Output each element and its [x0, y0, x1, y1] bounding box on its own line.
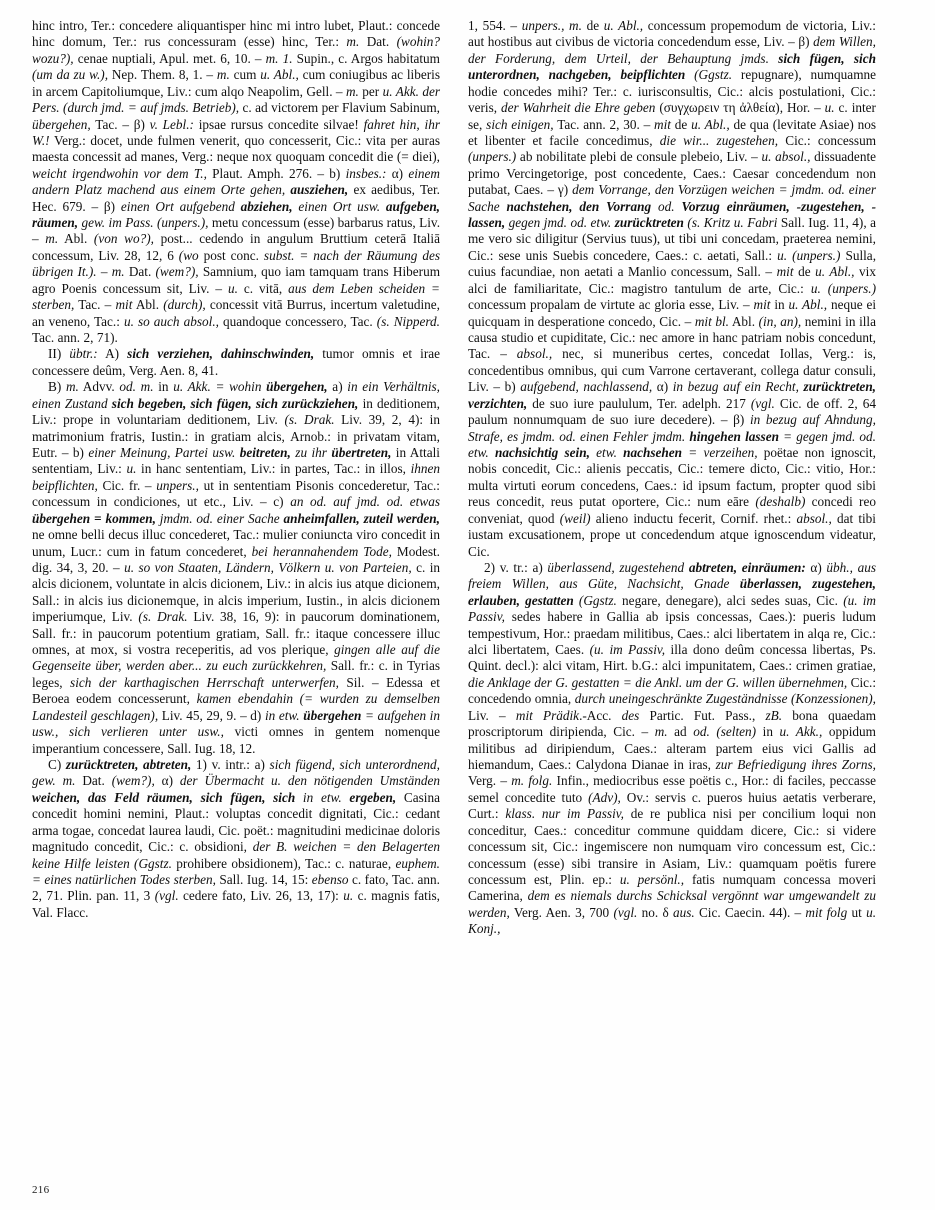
italic-run: = verzeihen, — [682, 444, 758, 460]
italic-run: m. — [216, 67, 230, 83]
italic-run: in etw. — [295, 789, 342, 805]
roman-run: Tac. ann. 2, 71). — [32, 330, 118, 346]
roman-run: Supin., c. Argos habitatum — [292, 50, 440, 66]
roman-run: concessum propalam de virtute ac gloria esse, Liv. – — [468, 297, 754, 313]
roman-run: c. ad victorem per Flavium Sabinum, — [239, 100, 440, 116]
bold-italic-run: nachstehen, den Vorrang — [499, 198, 652, 214]
roman-run: Sulla, cuius facundiae, non aetati a Manlio concessum, Sall. – — [468, 247, 877, 280]
roman-run: nec, si muneribus certes, concedat Iollas, Verg.: is, concedentibus omnibus, qui cum Varrone certaverant, collega datur consuli, Liv. – b) — [468, 346, 876, 395]
roman-run: negare, denegare), alci sedes suas, Cic. — [616, 592, 844, 608]
roman-run: Liv. 38, 16, 9): in paucorum dominationem, Sall. fr.: in paucorum potentium gratiam, Sall. fr.: itaque concessere illuc omnes, at mox, si vostra receperitis, ad vos plerique, — [32, 609, 440, 658]
bold-italic-run: nachsichtig sein, — [488, 444, 590, 460]
italic-run: klass. nur im Passiv, — [505, 806, 624, 822]
italic-run: ebenso — [311, 871, 349, 887]
roman-run: tumor omnis et irae concessere deûm, Verg. Aen. 8, 41. — [32, 346, 440, 378]
italic-run: u. Abl., — [603, 18, 644, 33]
roman-run: Dat. — [75, 773, 112, 789]
italic-run: (u. im Passiv, — [468, 592, 877, 625]
roman-run: Liv. 39, 2, 4): in matrimonium fratris, Iustin.: in gratiam alcis, Arnob.: in privatam vitam, Eutr. – b) — [32, 412, 440, 460]
bold-italic-run: nachsehen — [616, 444, 683, 460]
italic-run: (unpers.) — [468, 149, 517, 165]
italic-run: absol., — [796, 510, 832, 526]
roman-run: ex aedibus, Ter. Hec. 679. – β) — [32, 182, 440, 214]
roman-run: repugnare), numquamne hodie concedes mihi? Ter.: c. iurisconsultis, Cic.: alcis postulationi, Cic.: veris, — [468, 67, 877, 116]
italic-run: u. persönl., — [619, 871, 685, 887]
roman-run: Verg. – — [468, 773, 512, 789]
roman-run: c. in alcis dicionem, voluntate in alcis dicionem, Liv.: in alcis ius atque dicionem, Sall.: in alcis ius dicionemque, in alcis imperium, Iustin., in alcis dicionem imperiumque, Liv. — [32, 559, 441, 625]
italic-run: weicht irgendwohin vor dem T., — [32, 165, 207, 181]
italic-run: m. — [654, 724, 668, 740]
italic-run: sich der karthagischen Herrschaft unterwerfen, — [70, 674, 339, 690]
italic-run: übtr.: — [69, 346, 98, 362]
italic-run: an od. auf jmd. od. etwas — [290, 494, 440, 510]
roman-run: no. δ — [637, 904, 673, 920]
roman-run: Liv. 45, 29, 9. – d) — [158, 707, 265, 723]
roman-run: dissuadente primo Vercingetorige, post concedente, Caes.: Caesar concedendum non putabat, Caes. – γ) — [468, 149, 877, 198]
roman-run: Cic.: concessum — [778, 132, 877, 148]
italic-run: u. absol., — [761, 149, 811, 165]
roman-run: ne omne belli decus illuc concederet, Tac.: mulier coniuncta viro concedit in unum, Lucr.: cum in fatum concederet, — [32, 527, 440, 559]
bold-italic-run: überlassen, zugestehen, erlauben, gestatten — [468, 576, 876, 608]
italic-run: m. — [345, 83, 359, 99]
italic-run: (wohin? wozu?), — [32, 34, 440, 66]
left-paragraph — [32, 18, 440, 346]
italic-run: die Anklage der G. gestatten = die Ankl. um der G. willen übernehmen, — [468, 674, 848, 690]
roman-run: cenae nuptiali, Apul. met. 6, 10. – — [73, 50, 266, 66]
italic-run: der Wahrheit die Ehre geben — [501, 100, 656, 116]
roman-run: A) — [97, 346, 128, 362]
italic-run: u. — [824, 100, 835, 116]
italic-run: (Ggstz. — [573, 592, 617, 608]
italic-run: mit bl. — [694, 313, 729, 329]
left-text-column — [32, 18, 440, 1136]
roman-run: II) — [48, 346, 70, 362]
roman-run: alieno inductu fecerit, Cornif. rhet.: — [590, 510, 797, 526]
italic-run: dem Willen, der Forderung, dem Urteil, der Behauptung jmds. — [468, 34, 876, 66]
roman-run: de re publica nisi per concilium loqui non conceditur, Caes.: conceditur commune quiddam dicere, Cic.: si videre concessum sit, Cic.: ingemiscere non numquam viro concessum est, Cic.: concessum (esse) sibi transire in Asiam, Liv.: quamquam poëtis furere concessum est, Plin. ep.: — [468, 806, 876, 887]
italic-run: u. — [343, 888, 354, 904]
italic-run: fahret hin, ihr W.! — [32, 116, 440, 148]
italic-run: einen Ort aufgebend — [120, 198, 235, 214]
italic-run: (s. Nipperd. — [376, 313, 440, 329]
roman-run: de suo iure paululum, Ter. adelph. 217 — [527, 395, 751, 411]
italic-run: (vgl. — [154, 888, 179, 904]
two-column-body — [32, 18, 903, 1136]
roman-run: in Attali sententiam, Liv.: — [32, 444, 440, 477]
roman-run: Sil. – Edessa et Beroea eodem concesserunt, — [32, 674, 440, 707]
roman-run: concessum propemodum de victoria, Liv.: aut hostibus aut civibus de victoria concedendum esse, Liv. – β) — [468, 18, 876, 50]
roman-run: cum coniugibus ac liberis in arcem Capitoliumque, Liv.: cum alqo Neapolim, Gell. – — [32, 67, 440, 99]
roman-run: de — [581, 18, 604, 33]
bold-italic-run: abziehen, — [234, 198, 293, 214]
roman-run: post conc. — [198, 247, 264, 263]
italic-run: euphem. = eines natürlichen Todes sterben, — [32, 855, 440, 887]
bold-italic-run: Vorzug einräumen, -zugestehen, -lassen, — [468, 198, 876, 231]
roman-run: c. magnis fatis, Val. Flacc. — [32, 888, 440, 920]
roman-run: metu concessum (esse) barbarus ratus, Liv. – — [32, 215, 441, 247]
bold-italic-run: abtreten, einräumen: — [684, 559, 806, 575]
italic-run: m. — [346, 34, 360, 50]
italic-run: mit Prädik — [515, 707, 580, 723]
right-text-column — [468, 18, 876, 1136]
roman-run: in — [756, 724, 780, 740]
italic-run: (vgl. — [613, 904, 638, 920]
roman-run: Abl. — [728, 313, 759, 329]
bold-italic-run: übergehen, — [261, 379, 328, 395]
italic-run: u. Abl., — [260, 67, 299, 83]
italic-run: einer Meinung, Partei usw. — [88, 444, 236, 460]
italic-run: u. Konj., — [468, 904, 876, 937]
italic-run: mit — [753, 297, 771, 313]
roman-run: ut in sententiam Pisonis concederetur, Tac.: concessum in condiciones, ut etc., Liv. – c) — [32, 477, 440, 510]
italic-run: (wem?), — [155, 264, 199, 280]
italic-run: = gegen jmd. od. etw. — [468, 428, 876, 460]
roman-run: sedes habere in Gallia ab ipsis concessas, Caes.): pueris ludum tempestivum, Hor.: praedam militibus, Caes.: alci libertatem in alqa re, Cic.: alci libertatem, Caes. — [468, 609, 876, 658]
italic-run: jmdm. od. einer Sache — [155, 510, 280, 526]
italic-run: (vgl. — [750, 395, 775, 411]
italic-run: u. (unpers.) — [777, 247, 841, 263]
bold-italic-run: übergehen = kommen, — [32, 510, 156, 526]
bold-italic-run: beitreten, — [235, 444, 291, 460]
bold-italic-run: hingehen lassen — [685, 428, 779, 444]
roman-run: Cic. Caecin. 44). – — [694, 904, 806, 920]
italic-run: gingen alle auf die Gegenseite über, werden aber... zu euch zurückkehren, — [32, 642, 440, 674]
italic-run: m. — [45, 231, 59, 247]
roman-run: Tac. ann. 2, 30. – — [553, 116, 655, 132]
italic-run: kamen ebendahin (= wurden zu demselben Landesteil geschlagen), — [32, 691, 440, 723]
italic-run: (Ggstz. — [685, 67, 733, 83]
roman-run: (συγχωρειν τη ἀλθεία), Hor. – — [655, 100, 825, 116]
roman-run: Casina concedit homini nemini, Plaut.: voluptas concedit dignitati, Cic.: cedant arma togae, concedat laurea laudi, Cic. poët.: magnitudini medicinae doloris magnitudo concedit, Cic.: c. obsidioni, — [32, 789, 440, 855]
roman-run: Modest. dig. 34, 3, 20. – — [32, 543, 440, 575]
roman-run: 1, 554. – — [468, 18, 522, 33]
italic-run: u. Abl., — [815, 264, 855, 280]
italic-run: aus. — [672, 904, 695, 920]
italic-run: zur Befriedigung ihres Zorns, — [715, 756, 876, 772]
italic-run: od. m. — [119, 379, 154, 395]
roman-run: concedi reo conveniat, quod — [468, 494, 876, 526]
roman-run: nemini in illa causa studio et cupiditate, Cic.: nec amore in hanc patriam nobis concedunt, Tac. – — [468, 313, 876, 362]
italic-run: m. — [65, 379, 79, 395]
italic-run: aus dem Leben scheiden = sterben, — [32, 280, 440, 313]
italic-run: u. so von Staaten, Ländern, Völkern u. von Parteien, — [124, 559, 412, 575]
roman-run: quandoque concessero, Tac. — [218, 313, 377, 329]
italic-run: etw. — [589, 444, 617, 460]
bold-italic-run: übergehen — [299, 707, 362, 723]
italic-run: insbes.: — [345, 165, 387, 181]
italic-run: u. Akk. = wohin — [173, 379, 262, 395]
roman-run: fatis numquam concessa moveri Camerina, — [468, 871, 876, 904]
italic-run: übh., aus freiem Willen, aus Güte, Nachsicht, Gnade — [468, 559, 876, 592]
roman-run: α) — [652, 379, 673, 395]
italic-run: u. Akk. der Pers. (durch jmd. = auf jmds. Betrieb), — [32, 83, 441, 116]
roman-run: cum — [229, 67, 261, 83]
roman-run: ut — [847, 904, 867, 920]
italic-run: gegen jmd. od. etw. — [505, 215, 612, 231]
roman-run: Cic. fr. – — [97, 477, 157, 493]
roman-run: ad — [667, 724, 694, 740]
italic-run: (u. im Passiv, — [589, 642, 666, 658]
italic-run: übergehen, — [32, 116, 91, 132]
italic-run: (um da zu w.), — [32, 67, 109, 83]
right-paragraph — [468, 18, 876, 560]
roman-run: ipsae rursus concedite silvae! — [193, 116, 364, 132]
roman-run: cedere fato, Liv. 26, 13, 17): — [178, 888, 344, 904]
roman-run: α) — [805, 559, 827, 575]
italic-run: u. so auch absol., — [123, 313, 219, 329]
roman-run: ab nobilitate plebi de consule plebeio, Liv. – — [516, 149, 762, 165]
roman-run: c. inter se, — [468, 100, 876, 132]
italic-run: bei herannahendem Tode, — [251, 543, 392, 559]
italic-run: unpers., — [156, 477, 199, 493]
italic-run: einen Ort usw. — [292, 198, 381, 214]
roman-run: Dat. — [359, 34, 397, 50]
italic-run: (s. Drak. — [284, 412, 335, 428]
roman-run: Abl. — [132, 297, 164, 313]
italic-run: sich fügend, sich unterordnend, gew. m. — [32, 756, 440, 789]
roman-run: α) — [154, 773, 180, 789]
roman-run: Tac. – — [74, 297, 116, 313]
italic-run: dem es niemals durchs Schicksal vergönnt war umgewandelt zu werden, — [468, 888, 876, 920]
italic-run: (in, an), — [758, 313, 802, 329]
roman-run: de — [793, 264, 816, 280]
italic-run: (deshalb) — [755, 494, 806, 510]
bold-italic-run: zurücktreten, abtreten, — [65, 756, 192, 772]
roman-run: Sall. fr.: c. in Tyrias leges, — [32, 658, 440, 690]
roman-run: oppidum militibus ad diripiendum, Caes.: alteram partem eius vici Gallis ad hiemandum, Caes.: Calydona Dianae in iras, — [468, 724, 876, 772]
italic-run: aufgebend, nachlassend, — [520, 379, 653, 395]
italic-run: subst. = nach der Räumung des übrigen It.). — [32, 247, 440, 280]
bold-italic-run: übertreten, — [326, 444, 392, 460]
right-paragraph — [468, 560, 876, 938]
italic-run: u. — [126, 461, 137, 477]
italic-run: in bezug auf ein Recht, — [672, 379, 799, 395]
roman-run: Advv. — [78, 379, 120, 395]
roman-run: Plaut. Amph. 276. – b) — [206, 165, 346, 181]
italic-run: u. Abl., — [691, 116, 730, 132]
italic-run: einem andern Platz machend aus einem Orte gehen, — [32, 165, 440, 198]
italic-run: (Adv), — [588, 789, 621, 805]
roman-run: poëtae non ignoscit, nobis concedit, Cic.: alienis peccatis, Cic.: temere dicto, Cic.: vitio, Hor.: multa virtuti eorum concedens, Caes.: id ipsum factum, propter quod sibi reus concedit, reus putat oportere, Cic.: num eāre — [468, 444, 876, 510]
italic-run: (s. Kritz u. Fabri — [683, 215, 778, 231]
roman-run: α) — [386, 165, 409, 181]
left-paragraph — [32, 379, 440, 757]
roman-run: bona quaedam proscriptorum diripienda, Cic. – — [468, 707, 876, 740]
roman-run: dat tibi iustam excusationem, prope ut concedendum atque ignoscendum videatur, Cic. — [468, 510, 876, 559]
italic-run: sich einigen, — [486, 116, 554, 132]
roman-run: vix alci de familiaritate, Cic.: magistro tantulum de arte, Cic.: — [468, 264, 876, 296]
roman-run: Cic. de off. 2, 64 paulum nonnumquam de suo iure decedere). – β) — [468, 395, 876, 428]
bold-italic-run: sich begeben, sich fügen, sich zurückziehen, — [107, 395, 359, 411]
roman-run: Samnium, quo iam tamquam trans Hiberum agro Poenis concessum sit, Liv. – — [32, 264, 440, 296]
italic-run: u. Akk., — [779, 724, 823, 740]
italic-run: (von wo?), — [93, 231, 154, 247]
italic-run: mit folg — [805, 904, 848, 920]
italic-run: gew. im Pass. (unpers.), — [78, 215, 209, 231]
left-paragraph — [32, 757, 440, 921]
roman-run: neque ei quicquam in desperatione concedo, Cic. – — [468, 297, 877, 329]
italic-run: (wo — [178, 247, 199, 263]
roman-run: de — [670, 116, 692, 132]
left-paragraph — [32, 346, 440, 379]
bold-italic-run: zurücktreten, verzichten, — [468, 379, 876, 411]
roman-run: Liv. – — [468, 707, 516, 723]
italic-run: in ein Verhältnis, einen Zustand — [32, 379, 440, 411]
italic-run: od. (selten) — [693, 724, 757, 740]
italic-run: der Übermacht u. den nötigenden Umständen — [179, 773, 440, 789]
roman-run: a) — [327, 379, 348, 395]
roman-run: illa dono deûm concessa libertas, Ps. Quint. decl.): alci vitam, Hirt. b.G.: alci impunitatem, Caes.: crimen gratiae, — [468, 642, 876, 674]
italic-run: ihnen beipflichten, — [32, 461, 440, 493]
italic-run: (s. Drak. — [138, 609, 188, 625]
italic-run: (wem?), — [111, 773, 155, 789]
roman-run: Abl. — [58, 231, 94, 247]
bold-italic-run: sich verziehen, dahinschwinden, — [127, 346, 315, 362]
bold-italic-run: anheimfallen, zuteil werden, — [279, 510, 440, 526]
roman-run: hinc intro, Ter.: concedere aliquantisper hinc mi intro lubet, Plaut.: concede hinc domum, Ter.: rus concessuram (esse) hinc, Ter.: — [32, 18, 440, 50]
roman-run: C) — [48, 756, 66, 772]
italic-run: u. — [227, 280, 238, 296]
roman-run: Sall. Iug. 11, 4), a me vero sic diligitur (Servius tuus), ut tibi uni concedam, praeterea nemini, Cic.: sese unis Suebis concedere, Caes.: c. aetati, Sall.: — [468, 215, 877, 263]
page-number: 216 — [32, 1184, 50, 1196]
italic-run: überlassend, zugestehend — [547, 559, 685, 575]
roman-run: concessit vitā Burrus, incertum valetudine, an veneno, Tac.: — [32, 297, 440, 329]
roman-run: .-Acc. — [579, 707, 622, 723]
roman-run: c. vitā, — [237, 280, 289, 296]
italic-run: mit — [776, 264, 794, 280]
roman-run: Partic. Fut. Pass., — [639, 707, 766, 723]
roman-run: in — [770, 297, 789, 313]
bold-italic-run: ausziehen, — [285, 182, 349, 198]
bold-italic-run: zurücktreten — [611, 215, 684, 231]
roman-run: c. fato, Tac. ann. 2, 71. Plin. pan. 11, 3 — [32, 871, 440, 904]
roman-run: Ov.: servis c. pueros huius aetatis verberare, Curt.: — [468, 789, 876, 822]
italic-run: mit — [654, 116, 671, 132]
roman-run: 2) v. tr.: a) — [484, 559, 548, 575]
roman-run: Nep. Them. 8, 1. – — [108, 67, 217, 83]
italic-run: mit — [115, 297, 133, 313]
roman-run: victi omnes in gentem nomenque imperantium concessere, Sall. Iug. 18, 12. — [32, 724, 440, 756]
italic-run: m. 1. — [265, 50, 293, 66]
italic-run: u. (unpers.) — [810, 280, 876, 296]
roman-run: per — [358, 83, 383, 99]
italic-run: durch uneingeschränkte Zugeständnisse (Konzessionen), — [574, 691, 876, 707]
italic-run: in etw. — [264, 707, 300, 723]
bold-italic-run: aufgeben, räumen, — [32, 198, 440, 231]
roman-run: post... cedendo in angulum Bruttium ceterā Italiā concessum, Liv. 28, 12, 6 — [32, 231, 440, 263]
italic-run: des — [621, 707, 640, 723]
bold-italic-run: ergeben, — [341, 789, 397, 805]
italic-run: v. Lebl.: — [149, 116, 194, 132]
roman-run: 1) v. intr.: a) — [191, 756, 270, 772]
roman-run: in hanc sententiam, Liv.: in partes, Tac.: in illos, — [136, 461, 411, 477]
italic-run: der B. weichen = den Belagerten keine Hilfe leisten (Ggstz. — [32, 839, 440, 871]
bold-italic-run: sich fügen, sich unterordnen, nachgeben, beipflichten — [468, 50, 876, 83]
roman-run: prohibere obsidionem), Tac.: c. naturae, — [171, 855, 396, 871]
italic-run: m. folg. — [511, 773, 553, 789]
roman-run: de qua (levitate Asiae) nos et libenter et facile concedimus, — [468, 116, 876, 148]
italic-run: (durch), — [163, 297, 206, 313]
italic-run: zu ihr — [290, 444, 327, 460]
roman-run: Verg. Aen. 3, 700 — [509, 904, 614, 920]
roman-run: Tac. – β) — [90, 116, 150, 132]
roman-run: Infin., mediocribus esse poëtis c., Hor.: di faciles, peccasse semel concedite tuto — [468, 773, 876, 805]
italic-run: unpers., m. — [521, 18, 582, 33]
roman-run: Cic.: concedendo omnia, — [468, 674, 876, 707]
italic-run: in bezug auf Ahndung, Strafe, es jmdm. od. einen Fehler jmdm. — [468, 412, 876, 444]
bold-italic-run: weichen, das Feld räumen, sich fügen, sich — [32, 789, 296, 805]
italic-run: u. Abl., — [788, 297, 828, 313]
roman-run: Sall. Iug. 14, 15: — [215, 871, 312, 887]
italic-run: dem Vorrange, den Vorzügen weichen = jmdm. od. einer Sache — [468, 182, 876, 214]
italic-run: od. — [651, 198, 675, 214]
italic-run: absol., — [516, 346, 553, 362]
roman-run: Dat. — [124, 264, 156, 280]
roman-run: in deditionem, Liv.: prope in voluntariam deditionem, Liv. — [32, 395, 440, 428]
italic-run: = aufgehen in usw., sich verlieren unter usw., — [32, 707, 440, 740]
roman-run: B) — [48, 379, 66, 395]
roman-run: in — [153, 379, 174, 395]
italic-run: m. — [111, 264, 125, 280]
roman-run: Verg.: docet, unde fulmen venerit, quo concesserit, Cic.: vita per auras maesta concessit ad manes, Verg.: neque nox quoquam concedit die (= diei), — [32, 132, 440, 165]
italic-run: die wir... zugestehen, — [659, 132, 779, 148]
roman-run: – — [96, 264, 112, 280]
italic-run: (weil) — [559, 510, 591, 526]
italic-run: zB. — [765, 707, 783, 723]
